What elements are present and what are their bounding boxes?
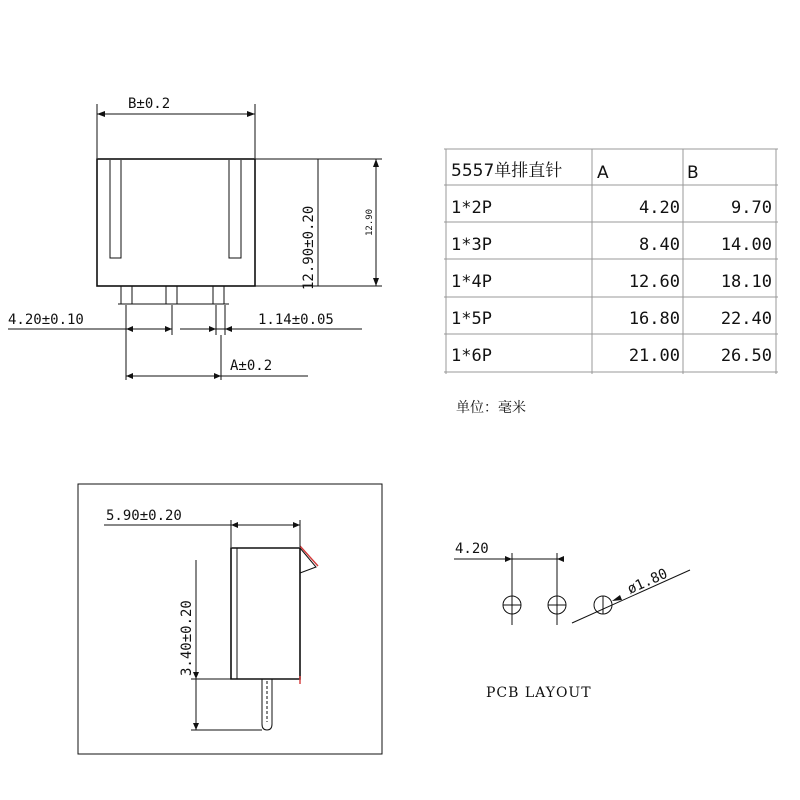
b-arrow-right — [247, 111, 255, 117]
b-dimension-label: B±0.2 — [128, 96, 171, 112]
table-row-2-b: 14.00 — [720, 235, 772, 255]
table-header-model: 5557单排直针 — [451, 161, 563, 181]
height-small-label: 12.90 — [365, 208, 375, 236]
height-small-arrow-bottom — [373, 278, 379, 286]
height-small-arrow-top — [373, 159, 379, 167]
pcb-pitch-arrow-left — [505, 556, 512, 562]
pin-width-arrow-left — [209, 326, 216, 332]
table-row-5-model: 1*6P — [451, 346, 492, 366]
depth-dimension-label: 5.90±0.20 — [106, 508, 182, 524]
a-arrow-left — [126, 373, 133, 379]
table-row-2-a: 8.40 — [639, 235, 680, 255]
table-row-3-model: 1*4P — [451, 272, 492, 292]
table-row-3-b: 18.10 — [720, 272, 772, 292]
pcb-hole-label: ø1.80 — [625, 565, 671, 598]
table-row-5-b: 26.50 — [720, 346, 772, 366]
side-body-outline — [231, 548, 300, 679]
table-row-4-model: 1*5P — [451, 309, 492, 329]
pcb-hole-arrow — [612, 595, 622, 601]
table-header-a: A — [597, 163, 609, 183]
depth-arrow-left — [231, 522, 238, 528]
dimension-table — [444, 149, 778, 416]
right-slot — [229, 160, 241, 258]
pin-width-arrow-right — [225, 326, 232, 332]
pin-2 — [166, 286, 177, 304]
unit-note: 单位：毫米 — [456, 400, 526, 416]
table-row-4-b: 22.40 — [720, 309, 772, 329]
table-row-1-b: 9.70 — [731, 198, 772, 218]
table-header-b: B — [687, 163, 699, 183]
pin-width-label: 1.14±0.05 — [258, 312, 334, 328]
a-dimension-label: A±0.2 — [230, 358, 273, 374]
pin-1 — [121, 286, 132, 304]
front-view — [8, 96, 382, 380]
table-row-3-a: 12.60 — [628, 272, 680, 292]
pcb-pitch-label: 4.20 — [455, 541, 489, 557]
table-row-2-model: 1*3P — [451, 235, 492, 255]
side-view — [78, 484, 382, 754]
b-arrow-left — [97, 111, 105, 117]
pcb-layout — [454, 541, 690, 701]
pcb-layout-title: PCB LAYOUT — [486, 685, 592, 701]
pcb-pitch-arrow-right — [557, 556, 564, 562]
depth-arrow-right — [293, 522, 300, 528]
pin-3 — [213, 286, 224, 304]
table-row-1-model: 1*2P — [451, 198, 492, 218]
height-dimension-label: 12.90±0.20 — [301, 205, 317, 290]
table-row-4-a: 16.80 — [628, 309, 680, 329]
left-slot — [110, 160, 121, 258]
pin-length-label: 3.40±0.20 — [179, 600, 195, 676]
pitch-arrow-right — [165, 326, 172, 332]
table-row-5-a: 21.00 — [628, 346, 680, 366]
pitch-dimension-label: 4.20±0.10 — [8, 312, 84, 328]
pin-length-arrow-bottom — [193, 723, 199, 730]
a-arrow-right — [214, 373, 221, 379]
latch-marker — [300, 546, 318, 566]
table-row-1-a: 4.20 — [639, 198, 680, 218]
pitch-arrow-left — [126, 326, 133, 332]
